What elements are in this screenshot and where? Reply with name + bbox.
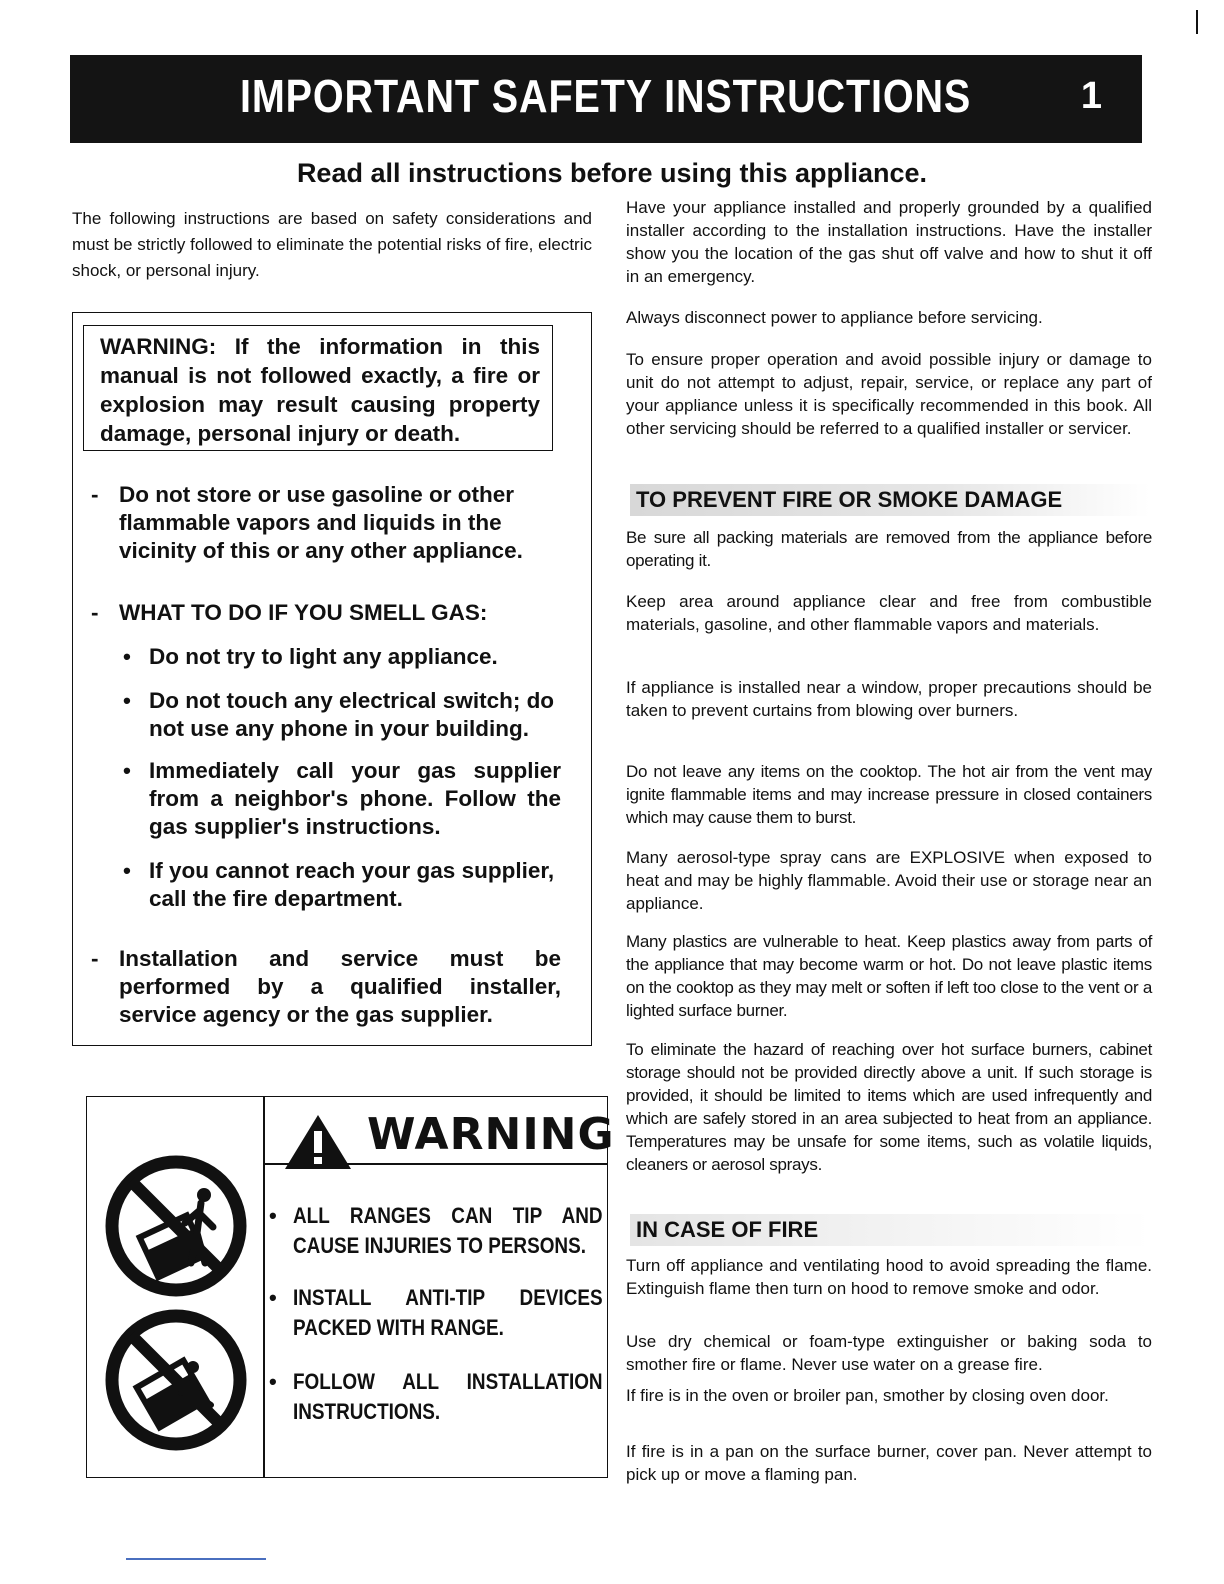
page-title: IMPORTANT SAFETY INSTRUCTIONS (240, 70, 972, 122)
paragraph-cooktop-items: Do not leave any items on the cooktop. The hot air from the vent may ignite flammable items and may increase pressure in closed containers which may cause them to burst. (626, 762, 1152, 827)
warning-item-anti-tip: • INSTALL ANTI-TIP DEVICES PACKED WITH RANGE. (269, 1285, 603, 1340)
bullet-item: • Do not touch any electrical switch; do not use any phone in your building. (123, 688, 555, 741)
bullet-item: • Immediately call your gas supplier from a neighbor's phone. Follow the gas supplier's instructions. (123, 758, 561, 839)
bullet-item: • Do not try to light any appliance. (123, 644, 498, 669)
dash-item-installation: - Installation and service must be performed by a qualified installer, service agency or the gas supplier. (91, 946, 561, 1027)
paragraph-installation: Have your appliance installed and properly grounded by a qualified installer according to the installation instructions. Have the installer show you the location of the gas shut off valve and how to shut it off in an emergency. (626, 198, 1152, 286)
paragraph-turn-off: Turn off appliance and ventilating hood to avoid spreading the flame. Extinguish flame then turn on hood to remove smoke and odor. (626, 1256, 1152, 1298)
paragraph-disconnect-power: Always disconnect power to appliance before servicing. (626, 308, 1043, 327)
header-banner (70, 55, 1142, 143)
bullet-dot-icon: • (123, 758, 131, 783)
bullet-dot-icon: • (123, 688, 131, 713)
paragraph-extinguisher: Use dry chemical or foam-type extinguisher or baking soda to smother fire or flame. Never use water on a grease fire. (626, 1332, 1152, 1374)
intro-paragraph: The following instructions are based on safety considerations and must be strictly followed to eliminate the potential risks of fire, electric shock, or personal injury. (72, 209, 592, 280)
paragraph-servicing: To ensure proper operation and avoid possible injury or damage to unit do not attempt to adjust, repair, service, or replace any part of your appliance unless it is specifically recommended in this book. All other servicing should be referred to a qualified installer or servicer. (626, 350, 1152, 438)
no-tipping-range-icon (101, 1151, 251, 1301)
tip-over-warning-box: WARNING • ALL RANGES CAN TIP AND CAUSE INJURIES TO PERSONS. • INSTALL ANTI-TIP DEVICES PACKED WITH RANGE. • FOLLOW ALL INSTALLATION INSTRUCTIONS. (86, 1096, 608, 1478)
paragraph-window: If appliance is installed near a window, proper precautions should be taken to prevent curtains from blowing over burners. (626, 678, 1152, 720)
corner-mark (1196, 10, 1198, 34)
subtitle: Read all instructions before using this appliance. (296, 158, 928, 188)
paragraph-oven-fire: If fire is in the oven or broiler pan, smother by closing oven door. (626, 1386, 1109, 1405)
bullet-dot-icon: • (123, 644, 131, 669)
gas-warning-box (72, 312, 592, 1046)
footer-rule (126, 1558, 266, 1560)
bullet-item: • If you cannot reach your gas supplier, call the fire department. (123, 858, 555, 911)
warning-triangle-icon (283, 1113, 353, 1171)
bullet-dot-icon: • (269, 1203, 277, 1228)
section-heading-fire-smoke: TO PREVENT FIRE OR SMOKE DAMAGE (630, 484, 1150, 516)
paragraph-aerosol: Many aerosol-type spray cans are EXPLOSIVE when exposed to heat and may be highly flammable. Avoid their use or storage near an appliance. (626, 848, 1152, 913)
no-tipping-range-child-icon (101, 1305, 251, 1455)
warning-statement: WARNING: If the information in this manual is not followed exactly, a fire or explosion may result causing property damage, personal injury or death. (83, 325, 553, 451)
paragraph-cabinet-storage: To eliminate the hazard of reaching over hot surface burners, cabinet storage should not be provided directly above a unit. If such storage is provided, it should be limited to items which are used infrequently and which are safely stored in an area subjected to heat from an appliance. Temperatures may be unsafe for some items, such as volatile liquids, cleaners or aerosol sprays. (626, 1040, 1152, 1174)
dash-item-gasoline: - Do not store or use gasoline or other flammable vapors and liquids in the vicinity of this or any other appliance. (91, 482, 523, 563)
dash-item-smell-gas: - WHAT TO DO IF YOU SMELL GAS: (91, 600, 488, 625)
page-number: 1 (1080, 75, 1102, 117)
section-heading-in-case-of-fire: IN CASE OF FIRE (630, 1214, 1150, 1246)
paragraph-pan-fire: If fire is in a pan on the surface burner, cover pan. Never attempt to pick up or move a flaming pan. (626, 1442, 1152, 1484)
paragraph-clear-area: Keep area around appliance clear and free from combustible materials, gasoline, and other flammable vapors and materials. (626, 592, 1152, 634)
warning-item-tip: • ALL RANGES CAN TIP AND CAUSE INJURIES TO PERSONS. (269, 1203, 603, 1258)
warning-item-installation: • FOLLOW ALL INSTALLATION INSTRUCTIONS. (269, 1369, 603, 1424)
paragraph-plastics: Many plastics are vulnerable to heat. Keep plastics away from parts of the appliance that may become warm or hot. Do not leave plastic items on the cooktop as they may melt or soften if left too close to the vent or a lighted surface burner. (626, 932, 1152, 1020)
bullet-dot-icon: • (269, 1369, 277, 1394)
paragraph-packing: Be sure all packing materials are removed from the appliance before operating it. (626, 528, 1152, 570)
bullet-dot-icon: • (269, 1285, 277, 1310)
bullet-dot-icon: • (123, 858, 131, 883)
